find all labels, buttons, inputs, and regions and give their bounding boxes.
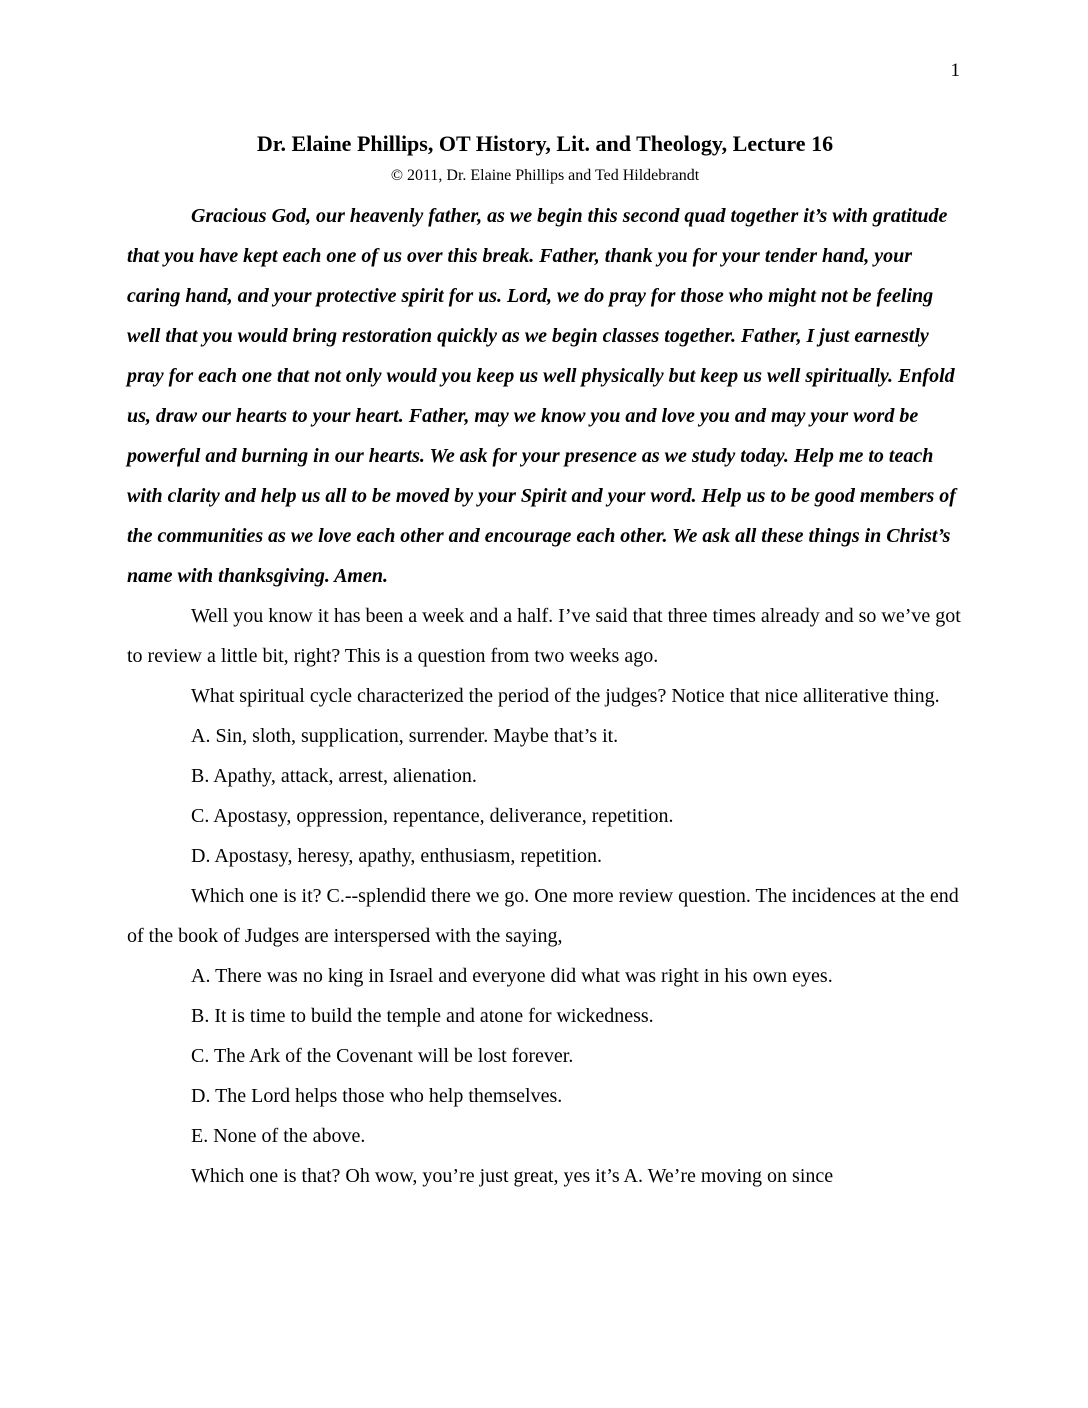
document-content — [127, 130, 963, 1196]
paragraph-q1-option-d: D. Apostasy, heresy, apathy, enthusiasm, repetition. — [191, 845, 603, 867]
paragraph-q2-answer: Which one is that? Oh wow, you’re just great, yes it’s A. We’re moving on since — [191, 1165, 834, 1187]
paragraph-q1-option-a: A. Sin, sloth, supplication, surrender. Maybe that’s it. — [191, 725, 619, 747]
document-title: Dr. Elaine Phillips, OT History, Lit. and Theology, Lecture 16 — [256, 131, 834, 156]
paragraph-question-1: What spiritual cycle characterized the period of the judges? Notice that nice alliterative thing. — [191, 685, 940, 707]
paragraph-q2-option-a: A. There was no king in Israel and everyone did what was right in his own eyes. — [191, 965, 833, 987]
paragraph-q2-option-b: B. It is time to build the temple and atone for wickedness. — [191, 1005, 654, 1027]
paragraph-q2-option-e: E. None of the above. — [191, 1125, 366, 1147]
copyright-line: © 2011, Dr. Elaine Phillips and Ted Hildebrandt — [390, 167, 700, 184]
paragraph-q1-answer-and-question-2: Which one is it? C.--splendid there we go. One more review question. The incidences at the end of the book of Judges are interspersed with the saying, — [127, 885, 959, 947]
paragraph-q2-option-d: D. The Lord helps those who help themselves. — [191, 1085, 563, 1107]
paragraph-review-intro: Well you know it has been a week and a half. I’ve said that three times already and so we’ve got to review a little bit, right? This is a question from two weeks ago. — [127, 605, 961, 667]
paragraph-q2-option-c: C. The Ark of the Covenant will be lost forever. — [191, 1045, 574, 1067]
paragraph-q1-option-c: C. Apostasy, oppression, repentance, deliverance, repetition. — [191, 805, 674, 827]
page-number: 1 — [950, 60, 960, 81]
prayer-paragraph: Gracious God, our heavenly father, as we begin this second quad together it’s with gratitude that you have kept each one of us over this break. Father, thank you for your tender hand, your caring hand, and your protective spirit for us. Lord, we do pray for those who might not be feeling well that you would bring restoration quickly as we begin classes together. Father, I just earnestly pray for each one that not only would you keep us well physically but keep us well spiritually. Enfold us, draw our hearts to your heart. Father, may we know you and love you and may your word be powerful and burning in our hearts. We ask for your presence as we study today. Help me to teach with clarity and help us all to be moved by your Spirit and your word. Help us to be good members of the communities as we love each other and encourage each other. We ask all these things in Christ’s name with thanksgiving. Amen. — [127, 205, 956, 587]
paragraph-q1-option-b: B. Apathy, attack, arrest, alienation. — [191, 765, 477, 787]
